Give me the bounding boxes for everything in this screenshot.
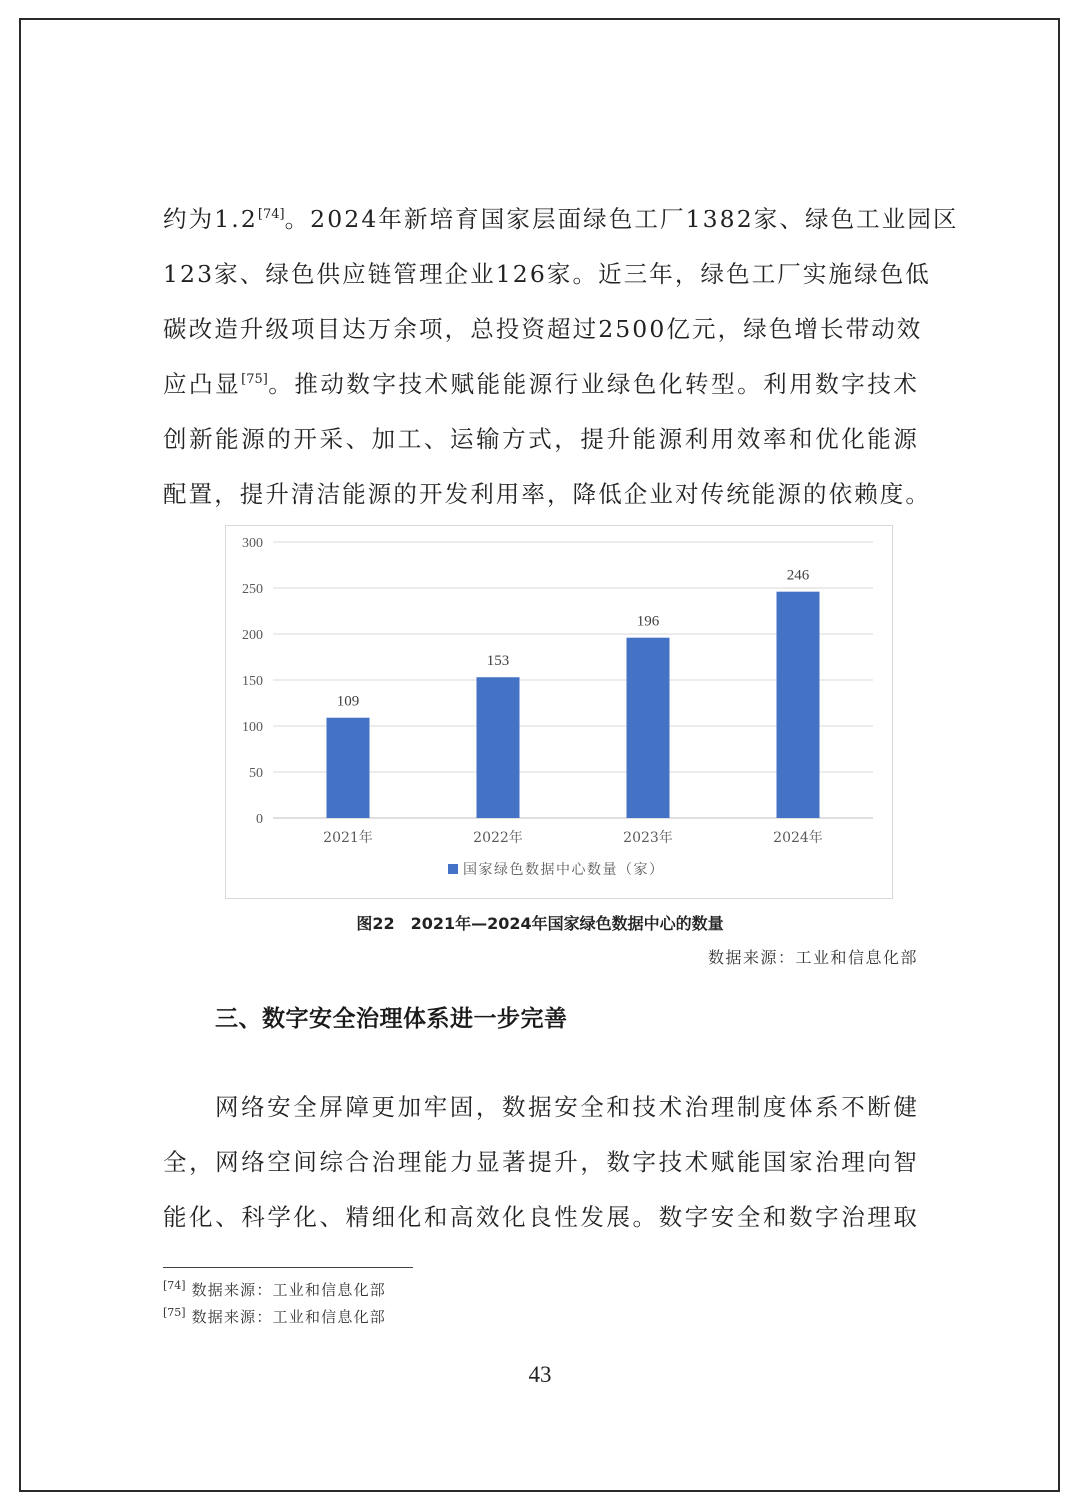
x-tick-label: 2023年 (623, 830, 673, 846)
y-tick-label: 50 (249, 766, 263, 781)
text-line: 创新能源的开采、加工、运输方式，提升能源利用效率和优化能源 (163, 425, 919, 453)
x-tick-label: 2022年 (473, 830, 523, 846)
y-tick-label: 0 (256, 812, 263, 827)
data-label: 246 (786, 567, 810, 584)
bar (627, 638, 670, 818)
text-line: 应凸显[75]。推动数字技术赋能能源行业绿色化转型。利用数字技术 (163, 370, 919, 398)
text-line: 能化、科学化、精细化和高效化良性发展。数字安全和数字治理取 (163, 1203, 919, 1231)
footnote-text: 数据来源：工业和信息化部 (191, 1281, 386, 1299)
text-line: 123家、绿色供应链管理企业126家。近三年，绿色工厂实施绿色低 (163, 260, 931, 288)
text-line: 配置，提升清洁能源的开发利用率，降低企业对传统能源的依赖度。 (163, 480, 931, 508)
bar (777, 592, 820, 818)
x-tick-label: 2021年 (323, 830, 373, 846)
legend-swatch (448, 864, 458, 874)
footnote-ref[interactable]: [75] (241, 372, 268, 388)
page-number: 43 (528, 1362, 552, 1387)
bar (327, 718, 370, 818)
y-tick-label: 250 (242, 582, 263, 597)
text-line: 约为1.2[74]。2024年新培育国家层面绿色工厂1382家、绿色工业园区 (163, 205, 959, 233)
figure-source: 数据来源：工业和信息化部 (707, 948, 918, 967)
body-paragraph-2 (163, 1080, 919, 1245)
footnote-divider (163, 1267, 413, 1268)
chart-canvas (226, 526, 892, 898)
text-line: 全，网络空间综合治理能力显著提升，数字技术赋能国家治理向智 (163, 1148, 919, 1176)
data-label: 109 (336, 693, 360, 710)
footnote (163, 1279, 386, 1300)
bar-chart (225, 525, 893, 899)
footnote (163, 1306, 386, 1327)
y-tick-label: 150 (242, 674, 263, 689)
y-tick-label: 300 (242, 536, 263, 551)
y-tick-label: 200 (242, 628, 263, 643)
text-line: 碳改造升级项目达万余项，总投资超过2500亿元，绿色增长带动效 (163, 315, 923, 343)
text-line: 网络安全屏障更加牢固，数据安全和技术治理制度体系不断健 (215, 1093, 919, 1121)
data-label: 153 (486, 653, 510, 670)
bar (477, 677, 520, 818)
section-heading: 三、数字安全治理体系进一步完善 (215, 1006, 568, 1032)
legend-label: 国家绿色数据中心数量（家） (463, 862, 665, 878)
footnote-ref[interactable]: [74] (257, 207, 285, 223)
footnote-mark: [74] (163, 1279, 186, 1292)
footnote-text: 数据来源：工业和信息化部 (191, 1308, 386, 1326)
body-paragraph-1 (163, 192, 959, 522)
x-tick-label: 2024年 (773, 830, 823, 846)
figure-caption: 图22 2021年—2024年国家绿色数据中心的数量 (356, 914, 724, 933)
y-tick-label: 100 (242, 720, 263, 735)
data-label: 196 (636, 613, 660, 630)
footnote-mark: [75] (163, 1306, 186, 1319)
